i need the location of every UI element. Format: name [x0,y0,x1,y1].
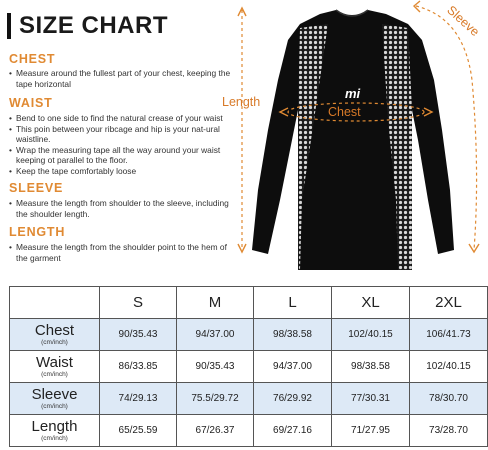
table-cell: 77/30.31 [332,383,410,415]
table-row [10,319,488,351]
row-label-waist [10,351,100,383]
table-cell: 94/37.00 [177,319,254,351]
waist-line: This poin between your ribcage and hip is your nat-ural waistline. [16,123,220,145]
waist-line: Wrap the measuring tape all the way around your waist keeping ot parallel to the floor. [16,144,221,166]
shirt-illustration [222,0,488,278]
row-label-text: Sleeve [31,385,78,403]
length-label: Length [222,95,261,109]
sleeve-label: Sleeve [444,3,483,39]
page-title: SIZE CHART [19,12,168,39]
table-row [10,415,488,447]
length-line: Measure the length from the shoulder point to the hem of the garment [16,242,227,263]
table-cell: 102/40.15 [332,319,410,351]
table-cell: 75.5/29.72 [177,383,254,415]
table-cell: 90/35.43 [100,319,177,351]
size-header: S [100,287,177,319]
table-cell: 98/38.58 [332,351,410,383]
table-cell: 76/29.92 [254,383,332,415]
row-unit-text: (cm/inch) [41,402,68,410]
sleeve-instructions: • Measure the length from shoulder to the sleeve, including the shoulder length. [9,198,231,219]
table-cell: 86/33.85 [100,351,177,383]
row-unit-text: (cm/inch) [41,434,68,442]
sleeve-line: Measure the length from shoulder to the sleeve, including the shoulder length. [16,198,229,219]
length-heading: LENGTH [9,225,66,239]
size-header: M [177,287,254,319]
row-label-text: Waist [36,353,73,371]
chest-heading: CHEST [9,52,56,66]
size-header: XL [332,287,410,319]
chest-instructions: • Measure around the fullest part of your chest, keeping the tape horizontal [9,68,231,89]
brand-logo: mi [345,86,361,101]
table-corner-cell [10,287,100,319]
row-unit-text: (cm/inch) [41,370,68,378]
waist-instructions: • Bend to one side to find the natural crease of your waist • This poin between your ribcage and hip is your nat-ural waistline. • Wrap the measuring tape all the way around your waist keeping ot parallel to the floor. • Keep the tape comfortably loose [9,113,231,177]
row-label-chest [10,319,100,351]
row-label-length [10,415,100,447]
table-cell: 102/40.15 [410,351,488,383]
waist-heading: WAIST [9,96,53,110]
size-header: L [254,287,332,319]
table-header-row [10,287,488,319]
waist-line: Bend to one side to find the natural crease of your waist [16,113,223,123]
table-cell: 78/30.70 [410,383,488,415]
table-cell: 74/29.13 [100,383,177,415]
table-cell: 106/41.73 [410,319,488,351]
shirt-body [252,10,454,270]
chest-label: Chest [328,105,361,119]
table-cell: 69/27.16 [254,415,332,447]
size-chart-header [5,7,168,41]
table-cell: 65/25.59 [100,415,177,447]
chest-line: Measure around the fullest part of your chest, keeping the tape horizontal [16,68,231,89]
size-table [9,286,487,446]
table-cell: 73/28.70 [410,415,488,447]
title-accent-bar [7,13,11,39]
row-label-sleeve [10,383,100,415]
length-instructions: • Measure the length from the shoulder point to the hem of the garment [9,242,231,263]
waist-line: Keep the tape comfortably loose [16,165,137,176]
row-label-text: Chest [34,321,75,339]
table-row [10,351,488,383]
table-cell: 67/26.37 [177,415,254,447]
row-unit-text: (cm/inch) [41,338,68,346]
shirt-graphic [228,0,488,278]
table-cell: 94/37.00 [254,351,332,383]
row-label-text: Length [31,417,78,435]
table-cell: 98/38.58 [254,319,332,351]
table-cell: 71/27.95 [332,415,410,447]
sleeve-heading: SLEEVE [9,181,64,195]
size-header: 2XL [410,287,488,319]
table-cell: 90/35.43 [177,351,254,383]
table-row [10,383,488,415]
